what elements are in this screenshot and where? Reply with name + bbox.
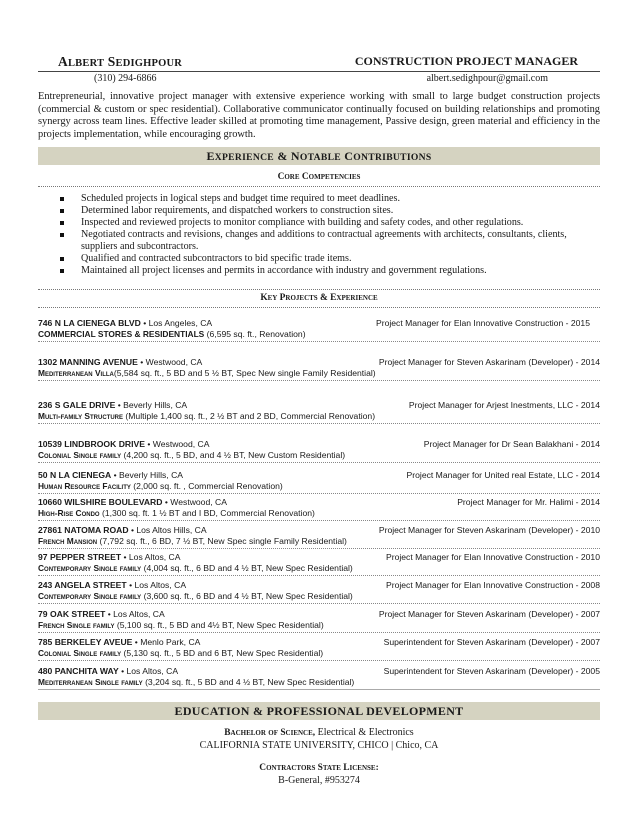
education-section-heading: EDUCATION & PROFESSIONAL DEVELOPMENT [38, 702, 600, 720]
license-label: Contractors State License: [259, 763, 379, 773]
list-item: Determined labor requirements, and dispatched workers to construction sites. [60, 205, 598, 217]
list-item: Scheduled projects in logical steps and budget time required to meet deadlines. [60, 193, 598, 205]
competencies-list [60, 193, 598, 277]
project-entry: 97 PEPPER STREET • Los Altos, CA Project Manager for Elan Innovative Construction - 2010 Contemporary Single family (4,004 sq. ft., 6 BD and 4 ½ BT, New Spec Residential) [38, 552, 600, 576]
professional-summary: Entrepreneurial, innovative project manager with extensive experience working with small to large budget construction projects (commercial & custom or spec residential). Collaborative communicator continually focused on building relationships and promoting synergy across team lines. Effective leader skilled at promoting time management, Passive design, green material and efficiency in the projects implementation, while encouraging growth. [38, 91, 600, 140]
degree-field: Electrical & Electronics [317, 727, 414, 738]
project-entry: 10539 LINDBROOK DRIVE • Westwood, CA Project Manager for Dr Sean Balakhani - 2014 Colonial Single family (4,200 sq. ft., 5 BD, and 4 ½ BT, New Custom Residential) [38, 439, 600, 463]
degree [38, 727, 600, 739]
project-entry: 785 BERKELEY AVEUE • Menlo Park, CA Superintendent for Steven Askarinam (Developer) - 2007 Colonial Single family (5,130 sq. ft., 5 BD and 6 BT, New Spec Residential) [38, 637, 600, 661]
bullet-square-icon [60, 221, 64, 225]
bullet-square-icon [60, 233, 64, 237]
key-projects-top-divider [38, 289, 600, 290]
degree-label: Bachelor of Science, [224, 728, 316, 738]
project-entry: 50 N LA CIENEGA • Beverly Hills, CA Project Manager for United real Estate, LLC - 2014 Human Resource Facility (2,000 sq. ft. , Commercial Renovation) [38, 470, 600, 494]
target-role: CONSTRUCTION PROJECT MANAGER [354, 54, 578, 68]
school: CALIFORNIA STATE UNIVERSITY, CHICO | Chico, CA [199, 740, 439, 751]
competencies-divider [38, 186, 600, 187]
bullet-square-icon [60, 269, 64, 273]
license-value: B-General, #953274 [278, 775, 360, 786]
key-projects-heading: Key Projects & Experience [260, 293, 378, 303]
list-item: Inspected and reviewed projects to monitor compliance with building and safety codes, and other regulations. [60, 217, 598, 229]
bullet-square-icon [60, 197, 64, 201]
project-entry: 746 N LA CIENEGA BLVD • Los Angeles, CA Project Manager for Elan Innovative Construction - 2015 COMMERCIAL STORES & RESIDENTIALS (6,595 sq. ft., Renovation) [38, 318, 600, 342]
candidate-name: ALBERT SEDIGHPOUR [58, 54, 183, 69]
core-competencies-heading: Core Competencies [277, 172, 361, 182]
header-divider [38, 71, 600, 72]
project-entry: 236 S GALE DRIVE • Beverly Hills, CA Project Manager for Arjest Inestments, LLC - 2014 Multi-family Structure (Multiple 1,400 sq. ft., 2 ½ BT and 2 BD, Commercial Renovation) [38, 400, 600, 424]
phone-number: (310) 294-6866 [94, 73, 157, 84]
project-entry: 79 OAK STREET • Los Altos, CA Project Manager for Steven Askarinam (Developer) - 2007 French Single family (5,100 sq. ft., 5 BD and 4½ BT, New Spec Residential) [38, 609, 600, 633]
list-item: Maintained all project licenses and permits in accordance with industry and government regulations. [60, 265, 598, 277]
email-address: albert.sedighpour@gmail.com [426, 73, 548, 84]
project-entry: 10660 WILSHIRE BOULEVARD • Westwood, CA Project Manager for Mr. Halimi - 2014 High-Rise Condo (1,300 sq. ft. 1 ½ BT and I BD, Commercial Renovation) [38, 497, 600, 521]
experience-section-heading: EXPERIENCE & NOTABLE CONTRIBUTIONS [38, 147, 600, 165]
list-item: Qualified and contracted subcontractors to bid specific trade items. [60, 253, 598, 265]
list-item: Negotiated contracts and revisions, changes and additions to contractual agreements with architects, consultants, clients, suppliers and subcontractors. [60, 229, 598, 253]
project-entry: 243 ANGELA STREET • Los Altos, CA Project Manager for Elan Innovative Construction - 2008 Contemporary Single family (3,600 sq. ft., 6 BD and 4 ½ BT, New Spec Residential) [38, 580, 600, 604]
project-entry: 1302 MANNING AVENUE • Westwood, CA Project Manager for Steven Askarinam (Developer) - 2014 Mediterranean Villa(5,584 sq. ft., 5 BD and 5 ½ BT, Spec New single Family Residential) [38, 357, 600, 381]
project-entry: 27861 NATOMA ROAD • Los Altos Hills, CA Project Manager for Steven Askarinam (Developer) - 2010 French Mansion (7,792 sq. ft., 6 BD, 7 ½ BT, New Spec single Family Residential) [38, 525, 600, 549]
bullet-square-icon [60, 257, 64, 261]
key-projects-divider [38, 307, 600, 308]
project-entry: 480 PANCHITA WAY • Los Altos, CA Superintendent for Steven Askarinam (Developer) - 2005 Mediterranean Single family (3,204 sq. ft., 5 BD and 4 ½ BT, New Spec Residential) [38, 666, 600, 690]
bullet-square-icon [60, 209, 64, 213]
